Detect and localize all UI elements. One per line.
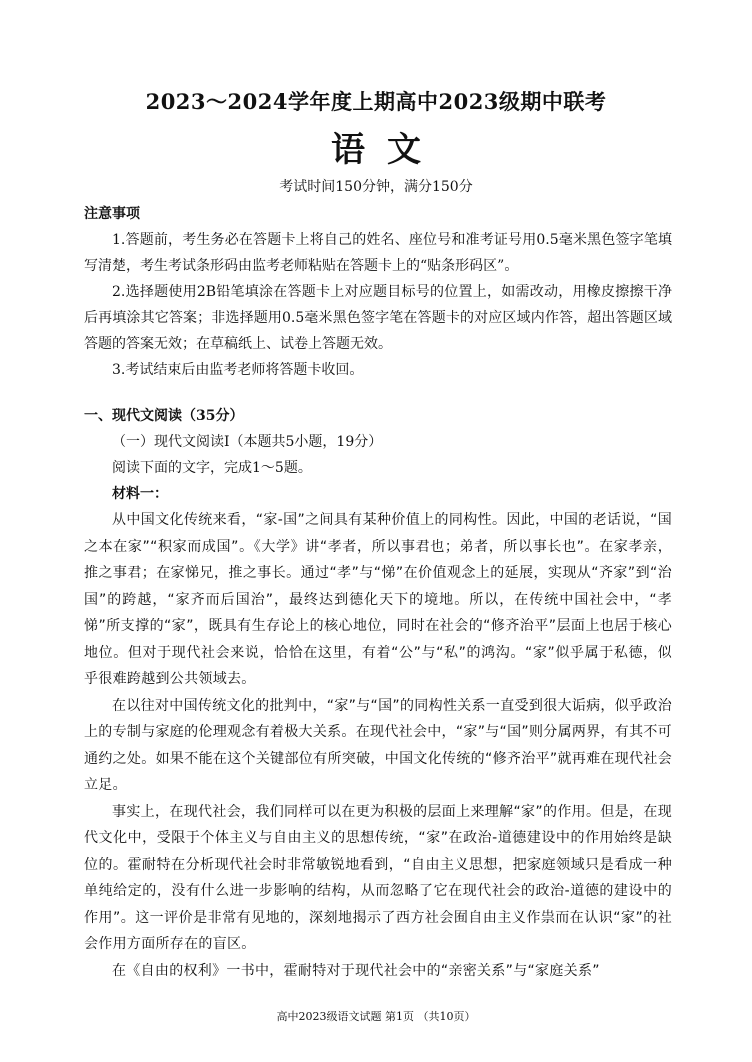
notes-heading: 注意事项 [84,206,140,222]
reading-section [84,403,672,984]
subject-title: 语文 [331,130,443,170]
paragraph-2: 在以往对中国传统文化的批判中，“家”与“国”的同构性关系一直受到很大诟病，似乎政治上的专制与家庭的伦理观念有着极大关系。在现代社会中，“家”与“国”则分属两界，有其不可通约之处。如果不能在这个关键部位有所突破，中国文化传统的“修齐治平”就再难在现代社会立足。 [84,697,672,793]
paragraph-1: 从中国文化传统来看，“家-国”之间具有某种价值上的同构性。因此，中国的老话说，“国之本在家”“积家而成国”。《大学》讲“孝者，所以事君也；弟者，所以事长也”。在家孝亲，推之事君；在家悌兄，推之事长。通过“孝”与“悌”在价值观念上的延展，实现从“齐家”到“治国”的跨越，“家齐而后国治”，最终达到德化天下的境地。所以，在传统中国社会中，“孝悌”所支撑的“家”，既具有生存论上的核心地位，同时在社会的“修齐治平”层面上也居于核心地位。但对于现代社会来说，恰恰在这里，有着“公”与“私”的鸿沟。“家”似乎属于私德，似乎很难跨越到公共领域去。 [84,512,672,687]
exam-time-info: 考试时间150分钟，满分150分 [279,179,473,195]
section-heading: 一、现代文阅读（35分） [84,408,244,424]
paragraph-4: 在《自由的权利》一书中，霍耐特对于现代社会中的“亲密关系”与“家庭关系” [112,962,600,979]
note-item-3: 3.考试结束后由监考老师将答题卡收回。 [112,362,364,378]
reading-instruction: 阅读下面的文字，完成1～5题。 [112,460,312,476]
note-item-2: 2.选择题使用2B铅笔填涂在答题卡上对应题目标号的位置上，如需改动，用橡皮擦擦干净后再填涂其它答案；非选择题用0.5毫米黑色签字笔在答题卡的对应区域内作答，超出答题区域答题的答案无效；在草稿纸上、试卷上答题无效。 [84,284,672,352]
exam-title: 2023～2024学年度上期高中2023级期中联考 [145,89,607,114]
page-footer: 高中2023级语文试题 第1页 （共10页） [276,1010,476,1023]
material-text [84,507,672,984]
note-item-1: 1.答题前，考生务必在答题卡上将自己的姓名、座位号和准考证号用0.5毫米黑色签字笔填写清楚，考生考试条形码由监考老师粘贴在答题卡上的“贴条形码区”。 [84,232,672,274]
material-label: 材料一： [112,486,168,502]
paragraph-3: 事实上，在现代社会，我们同样可以在更为积极的层面上来理解“家”的作用。但是，在现代文化中，受限于个体主义与自由主义的思想传统，“家”在政治-道德建设中的作用始终是缺位的。霍耐特在分析现代社会时非常敏锐地看到，“自由主义思想，把家庭领域只是看成一种单纯给定的，没有什么进一步影响的结构，从而忽略了它在现代社会的政治-道德的建设中的作用”。这一评价是非常有见地的，深刻地揭示了西方社会囿自由主义作祟而在认识“家”的社会作用方面所存在的盲区。 [84,803,672,952]
subsection-heading: （一）现代文阅读Ⅰ（本题共5小题，19分） [112,434,383,450]
notes-block [84,201,672,383]
